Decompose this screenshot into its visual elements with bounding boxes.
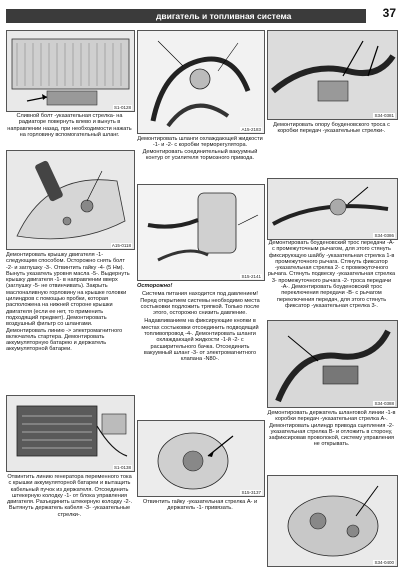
engine-cover-illustration [7, 151, 134, 249]
warning-title: Осторожно! [137, 283, 173, 289]
clutch-cylinder-illustration [268, 321, 397, 407]
page-number: 37 [382, 6, 396, 20]
caption-radiator-drain [6, 113, 133, 140]
figure-coolant-hoses [137, 30, 265, 134]
figure-code: S15-2141 [241, 274, 261, 279]
figure-shift-cable [267, 178, 398, 240]
figure-radiator-drain [6, 30, 135, 112]
battery-wiring-illustration [7, 396, 134, 471]
caption-clutch-cylinder [267, 410, 396, 450]
caption-text: Демонтировать опору боуденовского троса с коробки передач -указательные стрелки-. [273, 122, 390, 135]
caption-battery-wiring [6, 474, 133, 520]
caption-text: Демонтировать крышку двигателя -1- следующим способом. Осторожно снять болт -2- и заглушку -3-. Отвинтить гайку -4- (5 Нм). Вынуть указатель уровня масла -5-. Выдернуть крышку двигателя -1- в направлении вверх (заглушку -5- не отвинчивать). Закрыть маслоналивную горловину на крышке головки цилиндров с помощью пробки, которая расположена на нижней стороне крышки двигателя (если ее нет, то применить подходящий предмет). Демонтировать воздушный фильтр со шлангами. Демонтировать линию -> электромагнитного включатель стартера. Демонтировать аккумуляторную батарею и держатель аккумуляторной батареи. [6, 252, 130, 353]
caption-text: Система питания находится под давлением! Перед открытием системы необходимо места состыковки подложить тряпкой. Только после этого, осторожно снизить давление. [140, 291, 260, 317]
figure-holder-nut [137, 420, 265, 497]
coolant-hoses-illustration [138, 31, 264, 133]
caption-engine-cover [6, 252, 133, 355]
caption-text: Надавливанием на фиксирующие кнопки в местах состыковки отсоединить подводящий топливопровод -4-. Демонтировать шланги охлаждающей жидкости -1-й -2- с расширительного бачка. Отсоединить вакуумный шланг -3- от электромагнитного клапана -N80-. [141, 318, 259, 363]
caption-text: Отвинтить гайку -указательная стрелка А- и держатель -1- привязать. [142, 499, 258, 512]
gearbox-detail-illustration [268, 476, 397, 566]
figure-code: S34-0388 [374, 401, 394, 406]
figure-code: S1-0128 [113, 105, 131, 110]
caption-text: Сливной болт -указательная стрелка- на радиаторе повернуть влево и вынуть в направлении назад, при необходимости нажать на горловину вспомогательный шланг. [7, 113, 132, 138]
figure-fuel-line [137, 184, 265, 281]
caption-bowden-support [267, 122, 396, 137]
figure-code: S34-0400 [374, 560, 394, 565]
figure-code: S15-3137 [241, 490, 261, 495]
figure-bowden-support [267, 30, 398, 120]
figure-code: A15-0118 [111, 243, 131, 248]
figure-clutch-cylinder [267, 320, 398, 408]
caption-text: Демонтировать боуденовский трос передачи -А- с промежуточным рычагом, для этого стянуть фиксирующую шайбу -указательная стрелка 1-в промежуточного рычага. Стянуть фиксатор -указательная стрелка 2- с промежуточного рычага. Стянуть подвеску -указательная стрелка 3- промежуточного рычага -2- троса передачи -А-. Демонтировать боуденовский трос переключения передачи -В- с рычагом переключения передач, для этого стянуть фиксатор -указательная стрелка 3-. [267, 240, 396, 309]
caption-holder-nut [137, 499, 263, 514]
figure-code: S34-0381 [374, 113, 394, 118]
holder-nut-illustration [138, 421, 264, 496]
page-header [6, 6, 396, 26]
caption-coolant-hoses [137, 136, 263, 163]
section-title: двигатель и топливная система [156, 11, 292, 21]
caption-text: Отвинтить линию генератора переменного тока с крышки аккумуляторной батареи и вытащить кабельный пучок из держателя. Отсоединить штекерную колодку -1- от блока управления двигателя. Разъединить штекерную колодку -2-. Вытянуть держатель кабеля -3- -указательные стрелки-. [6, 474, 133, 518]
figure-code: S1-0138 [113, 465, 131, 470]
figure-gearbox-detail [267, 475, 398, 567]
radiator-illustration [7, 31, 134, 111]
caption-shift-cable [267, 240, 396, 311]
shift-cable-illustration [268, 179, 397, 239]
caption-text: Демонтировать шланги охлаждающей жидкости -1- и -2- с коробки терморегулятора. Демонтировать соединительный вакуумный контур от усилителя тормозного привода. [137, 136, 263, 161]
fuel-line-illustration [138, 185, 264, 280]
figure-battery-wiring [6, 395, 135, 472]
figure-engine-cover [6, 150, 135, 250]
bowden-support-illustration [268, 31, 397, 119]
figure-code: S34-0386 [374, 233, 394, 238]
figure-code: A15-2183 [241, 127, 261, 132]
caption-fuel-warning [137, 283, 263, 365]
caption-text: Демонтировать держатель шланговой линии -1-в коробки передач -указательная стрелка А-. Демонтировать цилиндр привода сцепления -2- указательная стрелка В- и отложить в сторону, зафиксировав проволокой, систему управления не открывать. [267, 410, 396, 448]
